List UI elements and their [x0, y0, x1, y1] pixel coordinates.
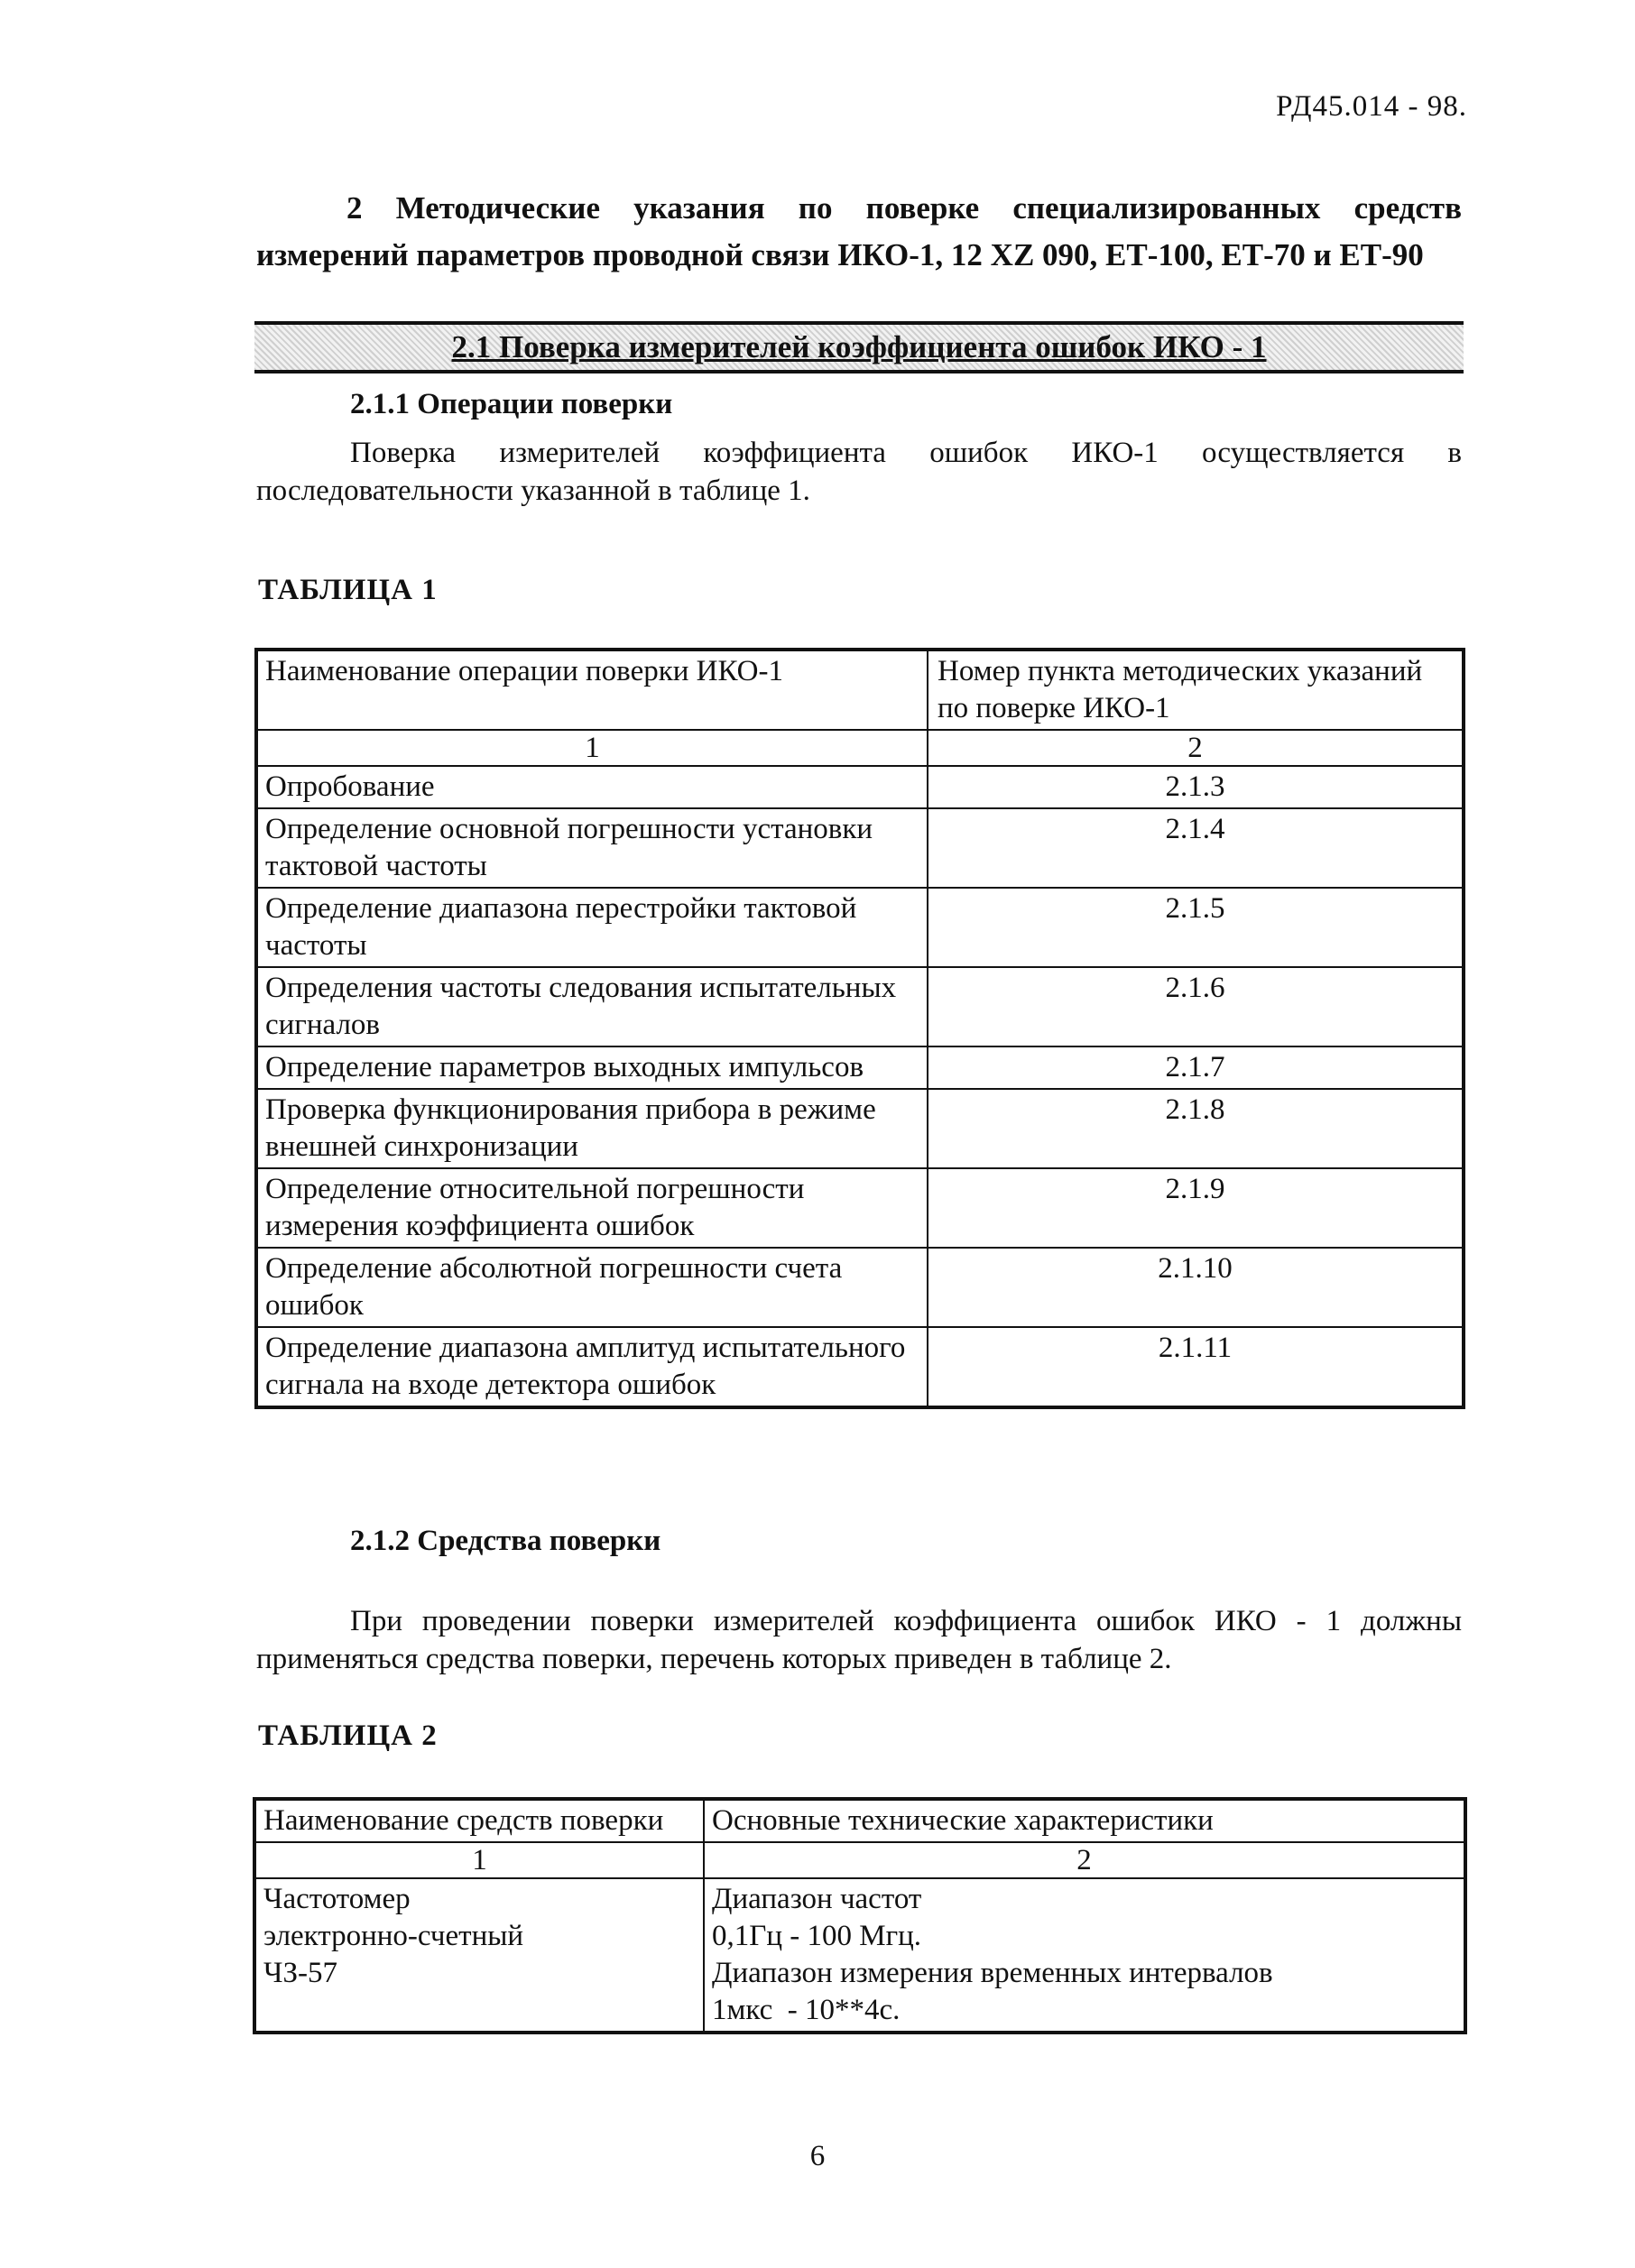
operation-name: Определение параметров выходных импульсов	[256, 1046, 928, 1089]
table-2-caption: ТАБЛИЦА 2	[258, 1719, 438, 1752]
operation-name: Определение абсолютной погрешности счета ошибок	[256, 1248, 928, 1327]
operation-ref: 2.1.4	[928, 808, 1464, 888]
paragraph-2-1-2	[256, 1602, 1462, 1678]
operation-ref: 2.1.9	[928, 1168, 1464, 1248]
text-line: 0,1Гц - 100 Мгц.	[712, 1920, 922, 1952]
operation-name: Проверка функционирования прибора в режиме внешней синхронизации	[256, 1089, 928, 1168]
instrument-specs	[704, 1878, 1465, 2033]
paragraph-line: При проведении поверки измерителей коэффициента ошибок ИКО - 1 должны	[350, 1605, 1462, 1637]
table-2	[253, 1797, 1467, 2034]
table-header-cell: Наименование операции поверки ИКО-1	[256, 650, 928, 730]
table-header-cell: Номер пункта методических указаний по поверке ИКО-1	[928, 650, 1464, 730]
table-row	[256, 1089, 1464, 1168]
table-1-caption: ТАБЛИЦА 1	[258, 574, 438, 606]
operation-name: Определение диапазона перестройки тактовой частоты	[256, 888, 928, 967]
operation-ref: 2.1.10	[928, 1248, 1464, 1327]
section-title-line-2: измерений параметров проводной связи ИКО-1, 12 XZ 090, ЕТ-100, ЕТ-70 и ЕТ-90	[256, 237, 1424, 272]
text-line: ЧЗ-57	[263, 1957, 337, 1989]
table-1	[254, 648, 1465, 1409]
table-header-row	[254, 1799, 1465, 1842]
section-title	[256, 185, 1462, 279]
subsection-band	[254, 321, 1464, 373]
paragraph-line: Поверка измерителей коэффициента ошибок ИКО-1 осуществляется в	[350, 437, 1462, 469]
page-number: 6	[809, 2140, 826, 2172]
operation-ref: 2.1.3	[928, 766, 1464, 808]
subsection-title: 2.1 Поверка измерителей коэффициента ошибок ИКО - 1	[451, 329, 1267, 364]
table-row	[256, 766, 1464, 808]
paragraph-line: применяться средства поверки, перечень которых приведен в таблице 2.	[256, 1643, 1172, 1675]
table-row	[256, 888, 1464, 967]
text-line: электронно-счетный	[263, 1920, 524, 1952]
table-row	[256, 967, 1464, 1046]
text-line: Частотомер	[263, 1883, 411, 1915]
table-header-row	[256, 650, 1464, 730]
heading-2-1-1: 2.1.1 Операции поверки	[350, 388, 673, 420]
section-title-line-1: 2 Методические указания по поверке специализированных средств	[346, 190, 1462, 226]
operation-name: Опробование	[256, 766, 928, 808]
column-number: 2	[928, 730, 1464, 766]
operation-ref: 2.1.11	[928, 1327, 1464, 1407]
table-row	[256, 808, 1464, 888]
instrument-name	[254, 1878, 704, 2033]
paragraph-line: последовательности указанной в таблице 1.	[256, 475, 810, 507]
column-number: 1	[256, 730, 928, 766]
heading-2-1-2: 2.1.2 Средства поверки	[350, 1525, 661, 1557]
table-row	[256, 1248, 1464, 1327]
table-header-cell: Основные технические характеристики	[704, 1799, 1465, 1842]
operation-ref: 2.1.6	[928, 967, 1464, 1046]
table-row	[254, 1878, 1465, 2033]
operation-name: Определение основной погрешности установки тактовой частоты	[256, 808, 928, 888]
column-number-row	[254, 1842, 1465, 1878]
table-row	[256, 1327, 1464, 1407]
text-line: 1мкс - 10**4с.	[712, 1994, 901, 2026]
operation-ref: 2.1.5	[928, 888, 1464, 967]
operation-ref: 2.1.7	[928, 1046, 1464, 1089]
table-row	[256, 1046, 1464, 1089]
operation-name: Определение относительной погрешности измерения коэффициента ошибок	[256, 1168, 928, 1248]
text-line: Диапазон измерения временных интервалов	[712, 1957, 1273, 1989]
operation-ref: 2.1.8	[928, 1089, 1464, 1168]
column-number: 1	[254, 1842, 704, 1878]
operation-name: Определения частоты следования испытательных сигналов	[256, 967, 928, 1046]
table-row	[256, 1168, 1464, 1248]
paragraph-2-1-1	[256, 434, 1462, 510]
table-header-cell: Наименование средств поверки	[254, 1799, 704, 1842]
document-code: РД45.014 - 98.	[1276, 90, 1467, 123]
column-number: 2	[704, 1842, 1465, 1878]
operation-name: Определение диапазона амплитуд испытательного сигнала на входе детектора ошибок	[256, 1327, 928, 1407]
column-number-row	[256, 730, 1464, 766]
text-line: Диапазон частот	[712, 1883, 922, 1915]
